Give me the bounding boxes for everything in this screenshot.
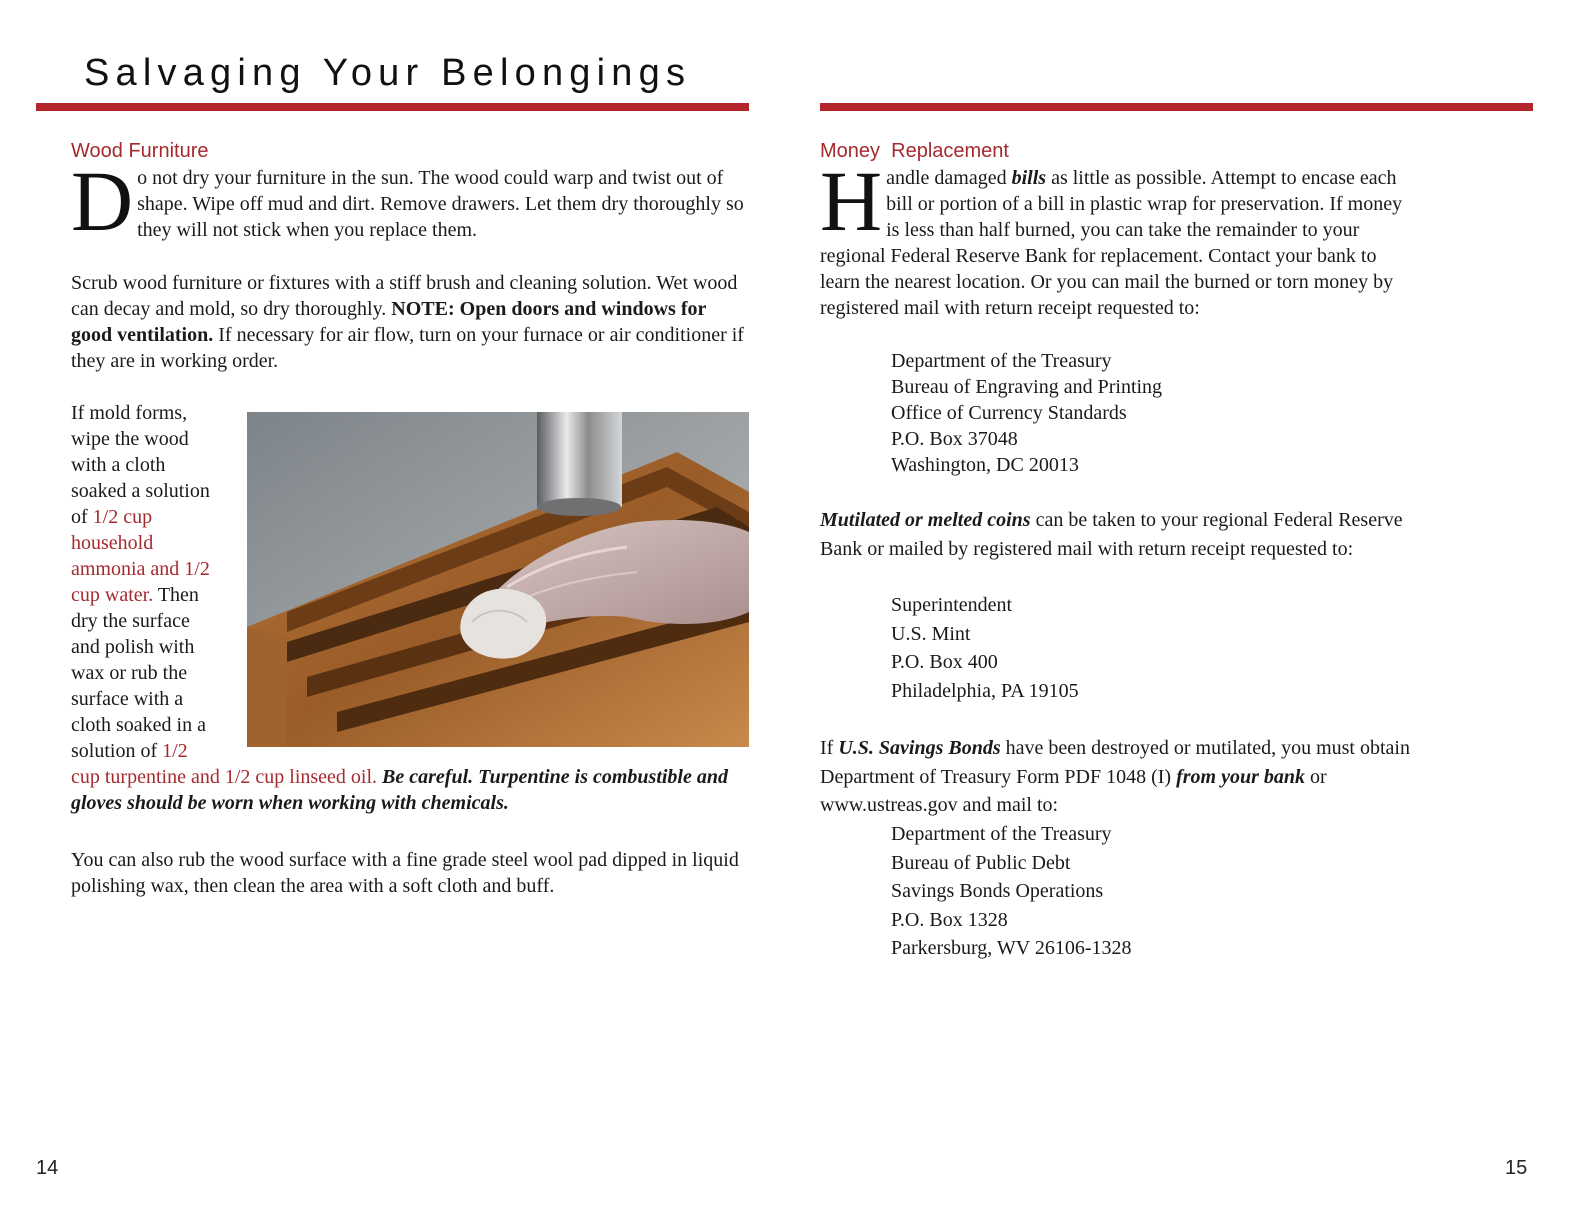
address-line: P.O. Box 1328 — [891, 908, 1008, 931]
bills-emphasis: bills — [1011, 167, 1047, 189]
handle-text: andle damaged — [886, 167, 1012, 189]
mold-text: If mold forms, wipe the wood with a cloth soaked a solution of — [71, 402, 210, 528]
from-your-bank-emphasis: from your bank — [1176, 765, 1305, 788]
bonds-text: If — [820, 737, 839, 759]
scrub-text: Scrub wood furniture or fixtures with a stiff brush and cleaning solution. Wet wood can decay and mold, so dry thoroughly. — [71, 272, 738, 320]
bonds-emphasis: U.S. Savings Bonds — [838, 737, 1001, 759]
address-line: Bureau of Engraving and Printing — [891, 376, 1163, 398]
public-debt-address — [891, 820, 1132, 963]
address-line: Department of the Treasury — [891, 823, 1112, 845]
mint-address — [891, 591, 1079, 705]
bonds-form-text: have been destroyed or mutilated, you must obtain Department of Treasury Form PDF 1048 (I) — [820, 737, 1410, 788]
left-page-number: 14 — [36, 1157, 59, 1179]
money-intro-paragraph — [820, 153, 1420, 321]
bonds-paragraph — [820, 734, 1420, 820]
turpentine-warning: Be careful. Turpentine is combustible and gloves should be worn when working with chemicals. — [71, 766, 728, 814]
address-line: Washington, DC 20013 — [891, 454, 1079, 476]
ammonia-solution-text: 1/2 cup household ammonia and 1/2 cup water. — [71, 506, 210, 606]
scrub-paragraph — [71, 270, 749, 374]
coins-paragraph — [820, 506, 1420, 563]
address-line: Department of the Treasury — [891, 350, 1112, 372]
left-header-rule — [36, 103, 749, 111]
address-line: Office of Currency Standards — [891, 402, 1127, 424]
bonds-mail-text: or www.ustreas.gov and mail to: — [820, 765, 1327, 816]
address-line: P.O. Box 400 — [891, 651, 998, 673]
address-line: Parkersburg, WV 26106-1328 — [891, 937, 1132, 959]
address-line: Savings Bonds Operations — [891, 880, 1104, 902]
wood-furniture-heading: Wood Furniture — [71, 140, 209, 162]
coins-text: can be taken to your regional Federal Reserve Bank or mailed by registered mail with return receipt requested to: — [820, 509, 1403, 560]
airflow-text: If necessary for air flow, turn on your furnace or air conditioner if they are in working order. — [71, 324, 744, 372]
steel-wool-paragraph: You can also rub the wood surface with a fine grade steel wool pad dipped in liquid polishing wax, then clean the area with a soft cloth and buff. — [71, 849, 739, 897]
right-header-rule — [820, 103, 1533, 111]
polish-text: Then dry the surface and polish with wax or rub the surface with a cloth soaked in a solution of — [71, 584, 206, 762]
treasury-address — [891, 348, 1162, 478]
wood-dropcap: D — [71, 153, 134, 249]
page-title: Salvaging Your Belongings — [84, 52, 692, 94]
address-line: Superintendent — [891, 594, 1013, 616]
money-intro-text: as little as possible. Attempt to encase each bill or portion of a bill in plastic wrap for preservation. If money is less than half burned, you can take the remainder to your regional Federal Reserve Bank for replacement. Contact your bank to learn the nearest location. Or you can mail the burned or torn money by registered mail with return receipt requested to: — [820, 167, 1403, 319]
photo-wrap-spacer — [211, 400, 749, 748]
coins-emphasis: Mutilated or melted coins — [820, 509, 1031, 531]
address-line: P.O. Box 37048 — [891, 428, 1018, 450]
money-dropcap: H — [820, 153, 883, 249]
mold-paragraph — [71, 400, 749, 816]
address-line: Philadelphia, PA 19105 — [891, 679, 1079, 702]
address-line: U.S. Mint — [891, 622, 971, 645]
right-page-number: 15 — [1505, 1157, 1528, 1179]
money-replacement-heading-text: Money Replacement — [820, 140, 1009, 162]
turpentine-solution-text: 1/2 cup turpentine and 1/2 cup linseed oil. — [71, 740, 378, 788]
wood-intro-text: o not dry your furniture in the sun. The wood could warp and twist out of shape. Wipe off mud and dirt. Remove drawers. Let them dry thoroughly so they will not stick when you replace them. — [137, 167, 744, 241]
wood-intro-paragraph — [71, 153, 747, 249]
ventilation-note: NOTE: Open doors and windows for good ventilation. — [71, 298, 706, 346]
address-line: Bureau of Public Debt — [891, 851, 1071, 874]
